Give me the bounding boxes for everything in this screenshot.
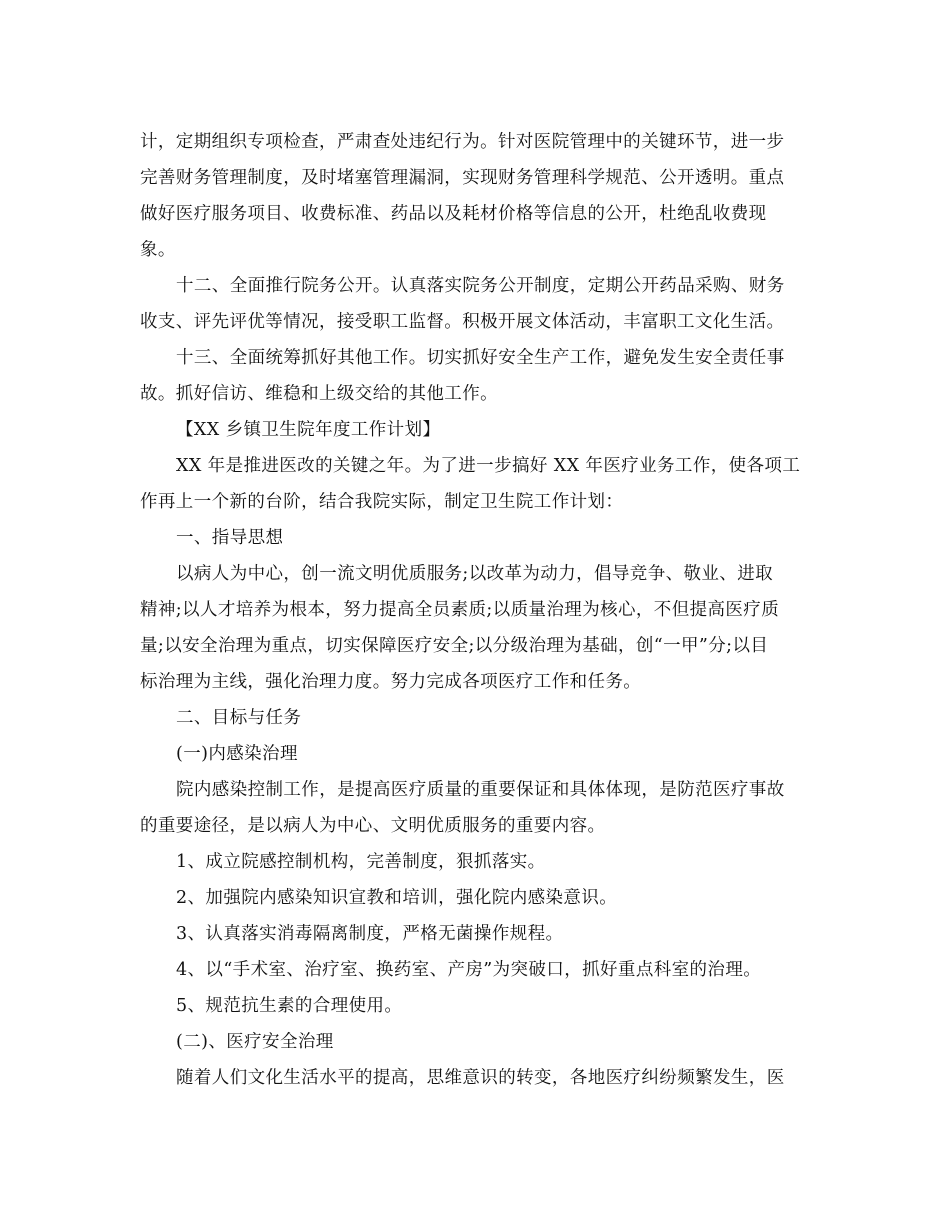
paragraph-introduction: [140, 448, 815, 520]
text-line: 3、认真落实消毒隔离制度，严格无菌操作规程。: [176, 924, 564, 944]
section-title: [140, 412, 815, 448]
text-line: (二)、医疗安全治理: [176, 1032, 334, 1052]
text-line: 一、指导思想: [176, 528, 284, 548]
text-line: 做好医疗服务项目、收费标准、药品以及耗材价格等信息的公开，杜绝乱收费现: [140, 204, 767, 224]
subheading-infection-control: [140, 736, 815, 772]
list-item: [140, 880, 815, 916]
text-line: 1、成立院感控制机构，完善制度，狠抓落实。: [176, 852, 546, 872]
list-item: [140, 844, 815, 880]
text-line: 故。抓好信访、维稳和上级交给的其他工作。: [140, 384, 498, 404]
text-line: 的重要途径，是以病人为中心、文明优质服务的重要内容。: [140, 816, 606, 836]
subheading-medical-safety: [140, 1024, 815, 1060]
list-item: [140, 988, 815, 1024]
text-line: 收支、评先评优等情况，接受职工监督。积极开展文体活动，丰富职工文化生活。: [140, 312, 785, 332]
list-item: [140, 952, 815, 988]
text-line: 二、目标与任务: [176, 708, 302, 728]
text-line: 院内感染控制工作，是提高医疗质量的重要保证和具体体现，是防范医疗事故: [176, 780, 785, 800]
paragraph-item-thirteen: [140, 340, 815, 412]
paragraph-infection-control: [140, 772, 815, 844]
paragraph-guiding-ideology: [140, 556, 815, 700]
text-line: (一)内感染治理: [176, 744, 298, 764]
paragraph-finance-management: [140, 124, 815, 268]
paragraph-medical-safety: [140, 1060, 815, 1096]
text-line: 【XX 乡镇卫生院年度工作计划】: [176, 420, 441, 440]
text-line: 量;以安全治理为重点，切实保障医疗安全;以分级治理为基础，创“一甲”分;以目: [140, 636, 769, 656]
text-line: 象。: [140, 240, 176, 260]
text-line: 十三、全面统筹抓好其他工作。切实抓好安全生产工作，避免发生安全责任事: [176, 348, 785, 368]
text-line: 标治理为主线，强化治理力度。努力完成各项医疗工作和任务。: [140, 672, 642, 692]
text-line: 2、加强院内感染知识宣教和培训，强化院内感染意识。: [176, 888, 618, 908]
text-line: XX 年是推进医改的关键之年。为了进一步搞好 XX 年医疗业务工作，使各项工: [176, 456, 801, 476]
document-body: [140, 124, 815, 1096]
text-line: 以病人为中心，创一流文明优质服务;以改革为动力，倡导竞争、敬业、进取: [176, 564, 773, 584]
paragraph-item-twelve: [140, 268, 815, 340]
text-line: 随着人们文化生活水平的提高，思维意识的转变，各地医疗纠纷频繁发生，医: [176, 1068, 785, 1088]
text-line: 十二、全面推行院务公开。认真落实院务公开制度，定期公开药品采购、财务: [176, 276, 785, 296]
list-item: [140, 916, 815, 952]
text-line: 精神;以人才培养为根本，努力提高全员素质;以质量治理为核心，不但提高医疗质: [140, 600, 780, 620]
text-line: 计，定期组织专项检查，严肃查处违纪行为。针对医院管理中的关键环节，进一步: [140, 132, 785, 152]
text-line: 4、以“手术室、治疗室、换药室、产房”为突破口，抓好重点科室的治理。: [176, 960, 762, 980]
heading-guiding-ideology: [140, 520, 815, 556]
text-line: 完善财务管理制度，及时堵塞管理漏洞，实现财务管理科学规范、公开透明。重点: [140, 168, 785, 188]
text-line: 作再上一个新的台阶，结合我院实际，制定卫生院工作计划：: [140, 492, 624, 512]
heading-goals-tasks: [140, 700, 815, 736]
text-line: 5、规范抗生素的合理使用。: [176, 996, 403, 1016]
